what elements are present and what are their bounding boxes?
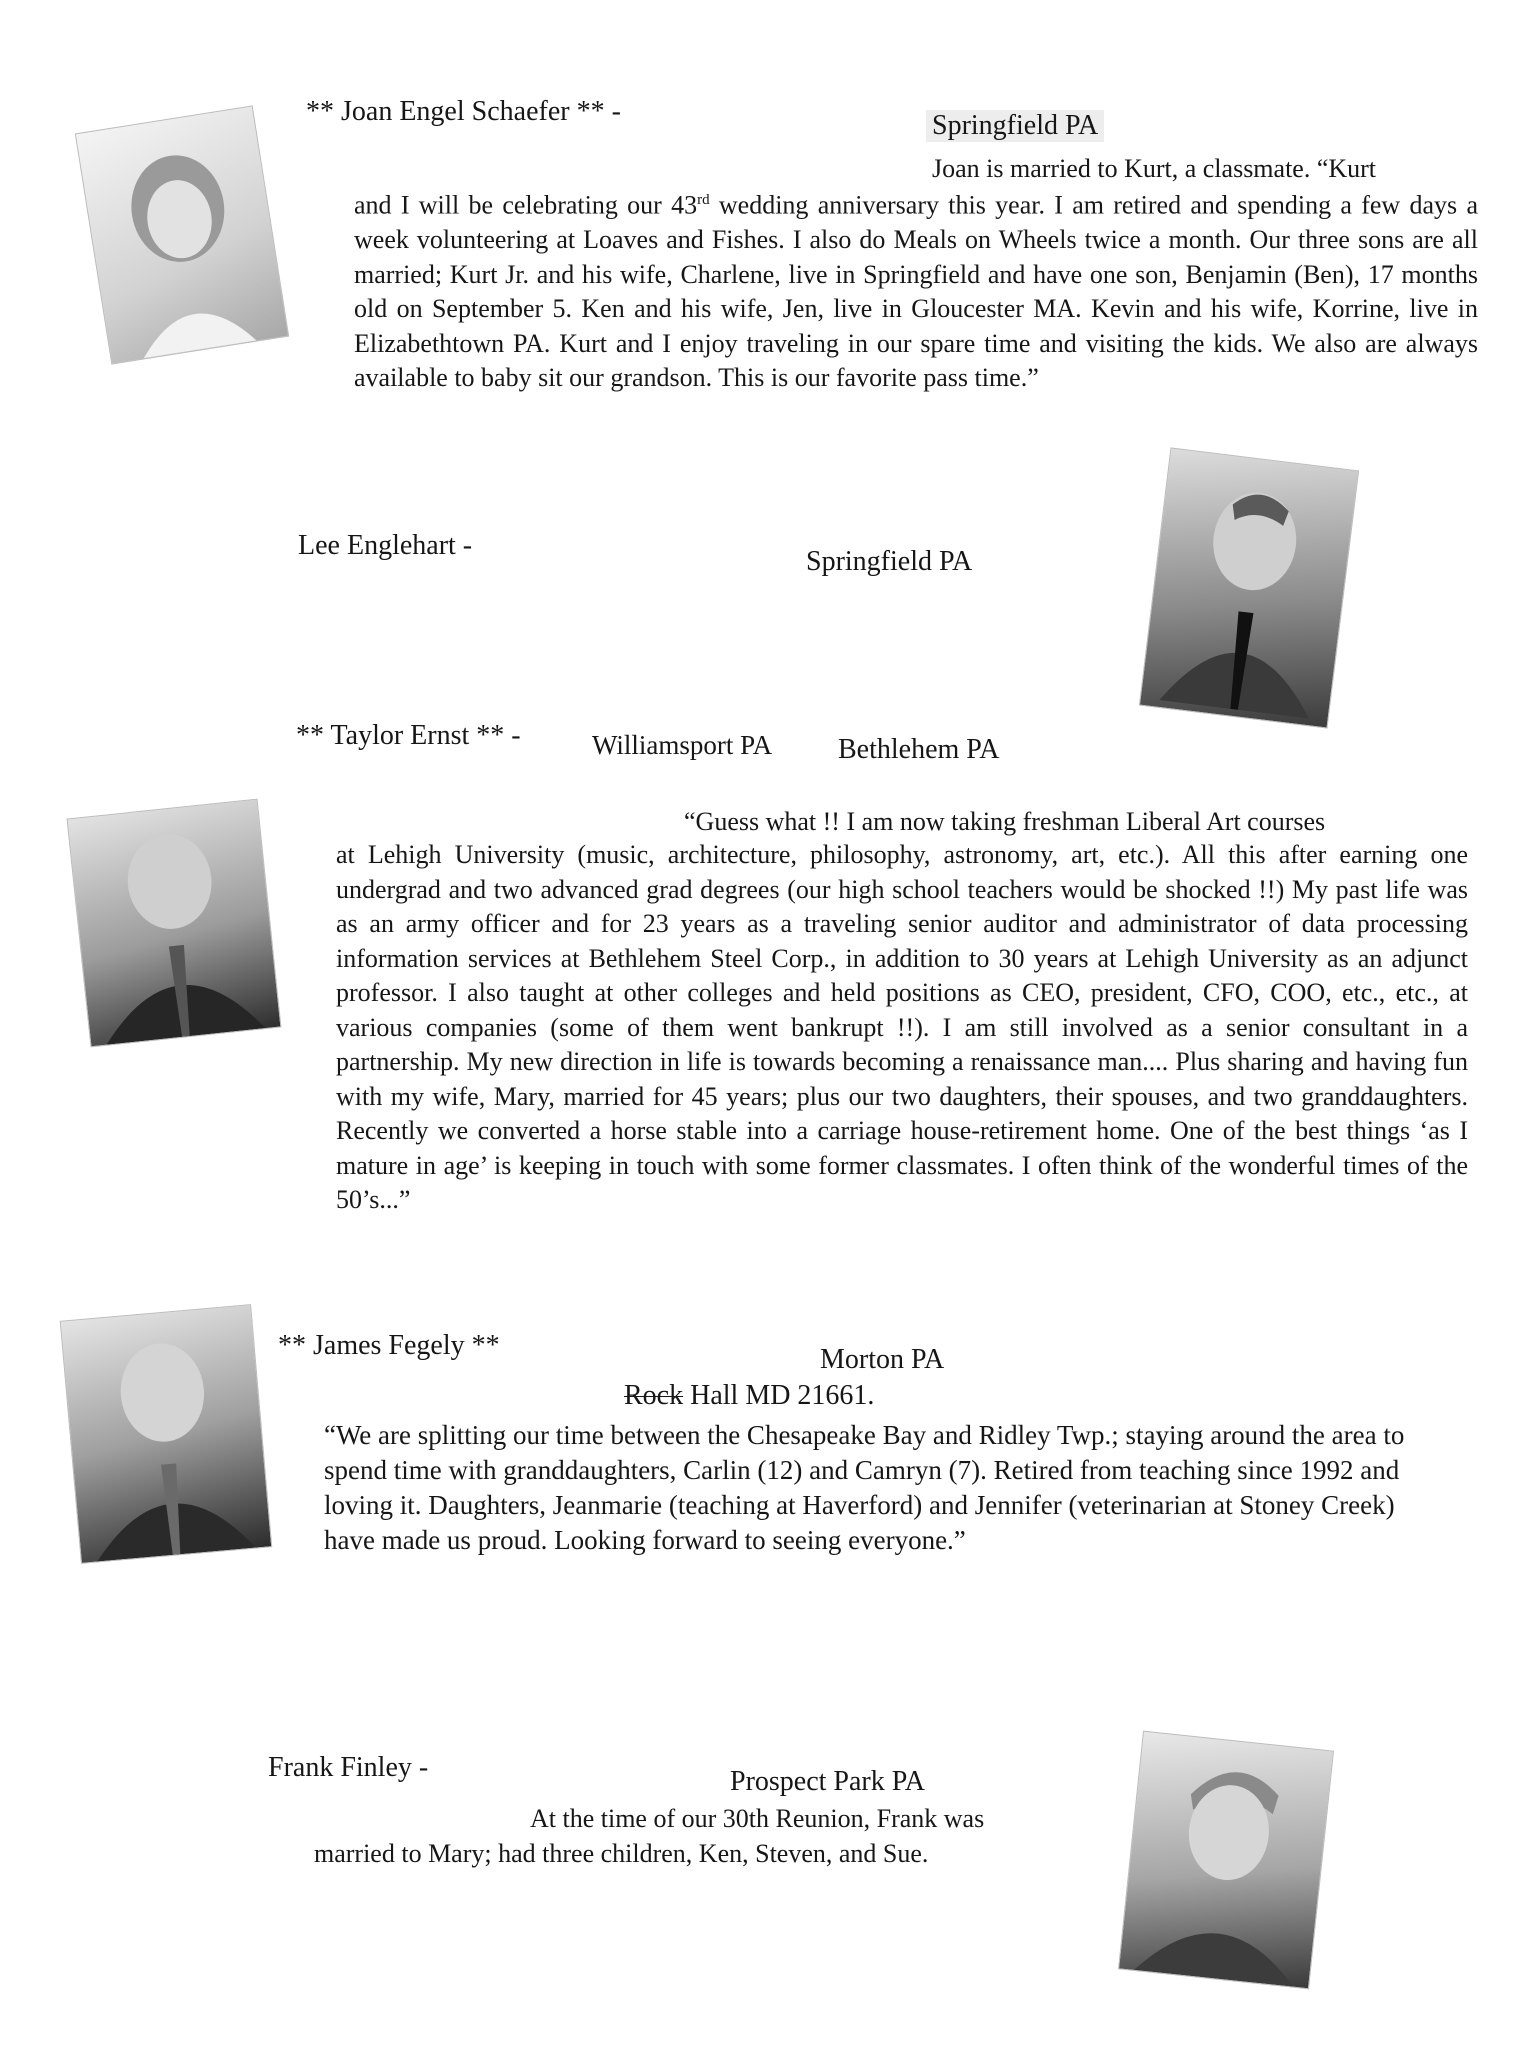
entry-intro-ernst: “Guess what !! I am now taking freshman Liberal Art courses <box>684 807 1326 836</box>
entry-text-finley-line-2: married to Mary; had three children, Ken, Steven, and Sue. <box>314 1839 929 1868</box>
entry-name-englehart: Lee Englehart - <box>298 530 473 561</box>
entry-location-finley: Prospect Park PA <box>730 1766 925 1797</box>
entry-name-schaefer: ** Joan Engel Schaefer ** - <box>306 96 621 127</box>
portrait-photo-ernst <box>67 799 282 1048</box>
entry-location-schaefer: Springfield PA <box>926 110 1104 142</box>
portrait-photo-fegely <box>60 1304 273 1564</box>
entry-text-finley-line-1: At the time of our 30th Reunion, Frank was <box>530 1804 985 1833</box>
entry-location-fegely-2: Rock Hall MD 21661. <box>624 1380 875 1411</box>
entry-location-ernst-1: Williamsport PA <box>592 730 773 760</box>
entry-intro-schaefer: Joan is married to Kurt, a classmate. “Kurt <box>932 154 1377 183</box>
entry-location-englehart: Springfield PA <box>806 546 973 577</box>
entry-name-fegely: ** James Fegely ** <box>278 1330 500 1361</box>
entry-location-fegely-1: Morton PA <box>820 1344 945 1375</box>
entry-location-ernst-2: Bethlehem PA <box>838 734 1000 765</box>
entry-text-schaefer: and I will be celebrating our 43rd wedding anniversary this year. I am retired and spending a few days a week volunteering at Loaves and Fishes. I also do Meals on Wheels twice a month. Our three sons are all married; Kurt Jr. and his wife, Charlene, live in Springfield and have one son, Benjamin (Ben), 17 months old on September 5. Ken and his wife, Jen, live in Gloucester MA. Kevin and his wife, Korrine, live in Elizabethtown PA. Kurt and I enjoy traveling in our spare time and visiting the kids. We also are always available to baby sit our grandson. This is our favorite pass time.” <box>354 190 1478 393</box>
portrait-photo-englehart <box>1139 447 1359 728</box>
portrait-photo-finley <box>1118 1731 1334 1990</box>
struck-word: Rock <box>624 1380 684 1411</box>
entry-name-ernst: ** Taylor Ernst ** - <box>296 720 521 751</box>
entry-text-ernst: at Lehigh University (music, architecture, philosophy, astronomy, art, etc.). All this after earning one undergrad and two advanced grad degrees (our high school teachers would be shocked !!) My past life was as an army officer and for 23 years as a traveling senior auditor and administrator of data processing information services at Bethlehem Steel Corp., in addition to 30 years at Lehigh University as an adjunct professor. I also taught at other colleges and held positions as CEO, president, CFO, COO, etc., etc., at various companies (some of them went bankrupt !!). I am still involved as a senior consultant in a partnership. My new direction in life is towards becoming a renaissance man.... Plus sharing and having fun with my wife, Mary, married for 45 years; plus our two daughters, their spouses, and two granddaughters. Recently we converted a horse stable into a carriage house-retirement home. One of the best things ‘as I mature in age’ is keeping in touch with some former classmates. I often think of the wonderful times of the 50’s...” <box>336 840 1468 1214</box>
entry-name-finley: Frank Finley - <box>268 1752 429 1783</box>
portrait-photo-schaefer <box>75 105 289 364</box>
entry-text-fegely: “We are splitting our time between the Chesapeake Bay and Ridley Twp.; staying around the area to spend time with granddaughters, Carlin (12) and Camryn (7). Retired from teaching since 1992 and loving it. Daughters, Jeanmarie (teaching at Haverford) and Jennifer (veterinarian at Stoney Creek) have made us proud. Looking forward to seeing everyone.” <box>324 1420 1405 1555</box>
